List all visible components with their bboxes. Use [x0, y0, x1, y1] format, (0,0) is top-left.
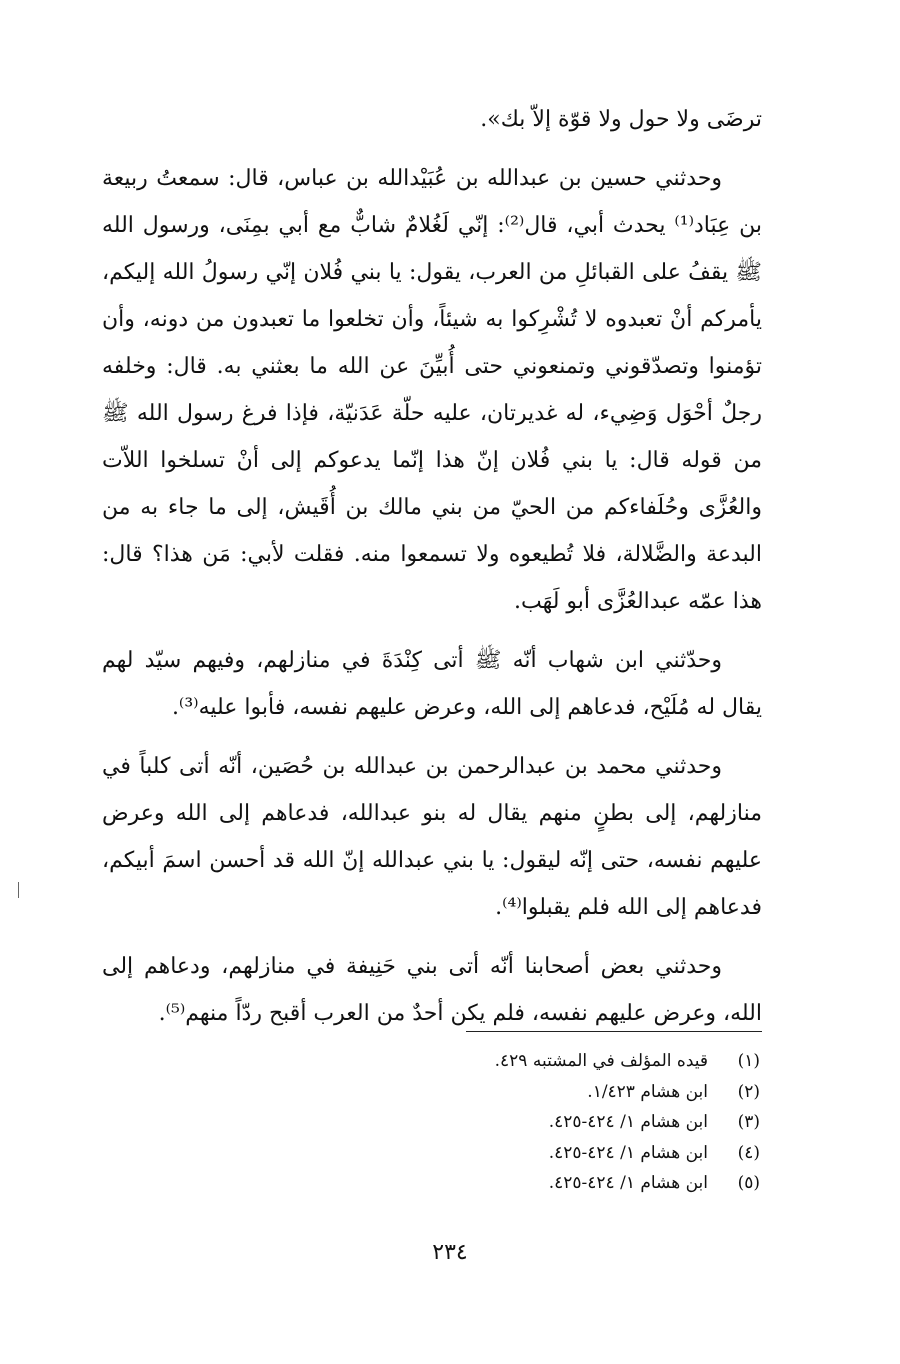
paragraph-1: ترضَى ولا حول ولا قوّة إلاّ بك».: [480, 107, 762, 132]
main-text: [102, 96, 762, 1037]
footnote-text: ابن هشام ١/ ٤٢٤-٤٢٥.: [548, 1173, 708, 1193]
footnote: [420, 1077, 760, 1108]
paragraph-5: وحدثني بعض أصحابنا أنّه أتى بني حَنِيفة في منازلهم، ودعاهم إلى الله، وعرض عليهم نفسه، فلم يكن أحدٌ من العرب أقبح ردّاً منهم⁽⁵⁾.: [102, 954, 762, 1026]
paragraph-2: وحدثني حسين بن عبدالله بن عُبَيْدالله بن عباس، قال: سمعتُ ربيعة بن عِبَاد⁽¹⁾ يحدث أبي، قال⁽²⁾: إنّي لَغُلامٌ شابٌّ مع أبي بمِنَى، ورسول الله ﷺ يقفُ على القبائلِ من العرب، يقول: يا بني فُلان إنّي رسولُ الله إليكم، يأمركم أنْ تعبدوه لا تُشْرِكوا به شيئاً، وأن تخلعوا ما تعبدون من دونه، وأن تؤمنوا وتصدّقوني وتمنعوني حتى أُبيِّنَ عن الله ما بعثني به. قال: وخلفه رجلٌ أحْوَل وَضِيء، له غديرتان، عليه حلّة عَدَنيّة، فإذا فرغ رسول الله ﷺ من قوله قال: يا بني فُلان إنّ هذا إنّما يدعوكم إلى أنْ تسلخوا اللاّت والعُزَّى وحُلَفاءكم من الحيّ من بني مالك بن أُقَيش، إلى ما جاء به من البدعة والضَّلالة، فلا تُطيعوه ولا تسمعوا منه. فقلت لأبي: مَن هذا؟ قال: هذا عمّه عبدالعُزَّى أبو لَهَب.: [102, 166, 762, 614]
paragraph-4: وحدثني محمد بن عبدالرحمن بن عبدالله بن حُصَين، أنّه أتى كلباً في منازلهم، إلى بطنٍ منهم يقال له بنو عبدالله، فدعاهم إلى الله وعرض عليهم نفسه، حتى إنّه ليقول: يا بني عبدالله إنّ الله قد أحسن اسمَ أبيكم، فدعاهم إلى الله فلم يقبلوا⁽⁴⁾.: [102, 754, 762, 920]
footnote-text: ابن هشام ١/٤٢٣.: [587, 1081, 708, 1102]
footnote: [420, 1046, 760, 1077]
footnote: [420, 1168, 760, 1199]
margin-mark: [18, 882, 19, 898]
paragraph-3: وحدّثني ابن شهاب أنّه ﷺ أتى كِنْدَةَ في منازلهم، وفيهم سيّد لهم يقال له مُلَيْح، فدعاهم إلى الله، وعرض عليهم نفسه، فأبوا عليه⁽³⁾.: [102, 648, 762, 720]
footnote-text: ابن هشام ١/ ٤٢٤-٤٢٥.: [548, 1112, 708, 1132]
footnote-text: قيده المؤلف في المشتبه ٤٢٩.: [494, 1051, 708, 1071]
footnote: [420, 1107, 760, 1138]
footnote: [420, 1138, 760, 1169]
footnote-number: (٢): [737, 1081, 760, 1102]
footnote-number: (٥): [737, 1173, 760, 1193]
footnotes: [420, 1046, 760, 1199]
page-number: ٢٣٤: [432, 1240, 468, 1265]
footnote-divider: [466, 1031, 762, 1032]
footnote-number: (٣): [737, 1112, 760, 1132]
footnote-number: (١): [737, 1051, 760, 1071]
footnote-text: ابن هشام ١/ ٤٢٤-٤٢٥.: [548, 1142, 708, 1163]
footnote-number: (٤): [737, 1142, 760, 1163]
